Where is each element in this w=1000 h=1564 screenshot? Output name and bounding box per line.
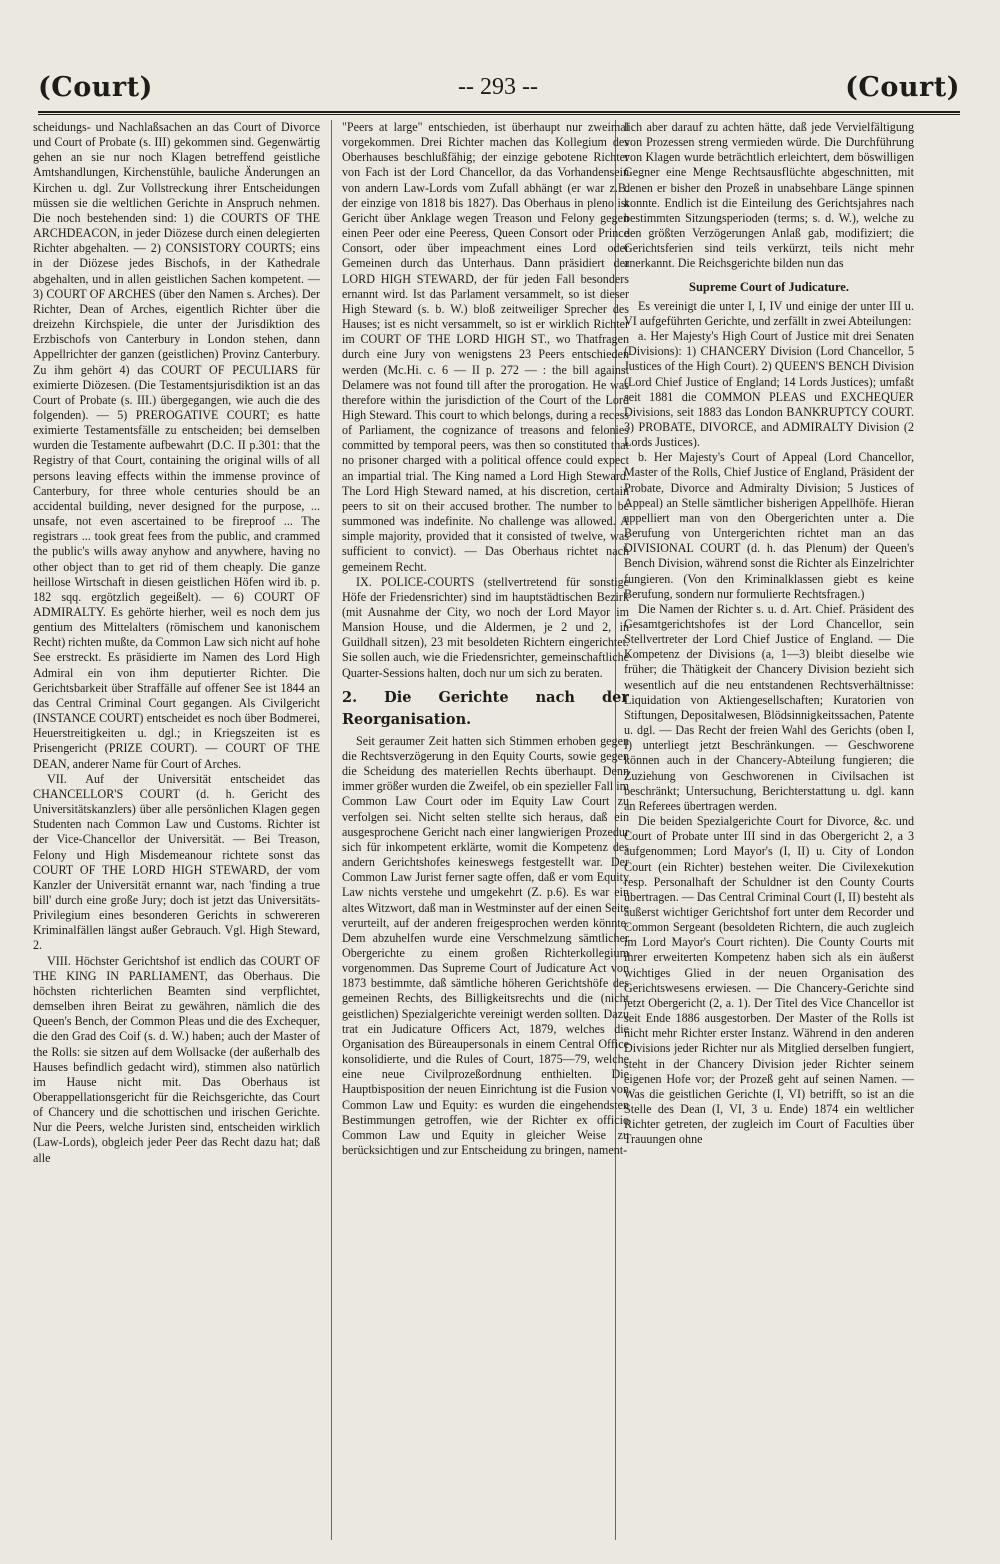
paragraph: b. Her Majesty's Court of Appeal (Lord Chancellor, Master of the Rolls, Chief Justice of England, Präsident der Probate, Divorce and Admiralty Division; 5 Justices of Appeal) an Stelle sämtlicher bisherigen Appellhöfe. Hieran appelliert man von den Obergerichten unter a. Die Berufung von Untergerichten richtet man an das DIVISIONAL COURT (d. h. das Plenum) der Queen's Bench Division, während sonst die Richter als Einzelrichter fungieren. (Von den Kriminalklassen giebt es keine Berufung, sondern nur formulierte Rechtsfragen.) [624,450,914,601]
header-right-keyword: (Court) [845,72,960,103]
header-left-keyword: (Court) [38,72,153,103]
subsection-heading: Supreme Court of Judicature. [689,279,849,294]
running-header [38,66,960,110]
paragraph: VIII. Höchster Gerichtshof ist endlich das COURT OF THE KING IN PARLIAMENT, das Oberhaus. Die höchsten richterlichen Beamten sind verpflichtet, demselben ihren Beirat zu gewähren, nämlich die des Queen's Bench, der Common Pleas und die des Exchequer, die den Grad des Coif (s. d. W.) haben; auch der Master of the Rolls: sie sitzen auf dem Wollsacke (der außerhalb des Hauses befindlich gedacht wird), stimmen also natürlich im Hause nicht mit. Das Oberhaus ist Oberappellationsgericht für die Reichsgerichte, das Court of Chancery und die schottischen und irischen Gerichte. Nur die Peers, welche Juristen sind, entscheiden wirklich (Law-Lords), obgleich jeder Peer das Recht dazu hat; daß alle [33,953,320,1165]
paragraph: lich aber darauf zu achten hätte, daß jede Vervielfältigung von Prozessen streng vermieden würde. Die Durchführung von Klagen wurde beträchtlich erleichtert, dem böswilligen Gegner eine Menge Rechtsausflüchte abgeschnitten, mit denen er bisher den Prozeß in unabsehbare Länge spinnen konnte. Endlich ist die Einteilung des Gerichtsjahres nach bestimmten Sitzungsperioden (terms; s. d. W.), welche zu den größten Verzögerungen Anlaß gab, modifiziert; die Gerichtsferien sind teils verkürzt, teils nicht mehr anerkannt. Die Reichsgerichte bilden nun das [624,120,914,271]
paragraph: Die beiden Spezialgerichte Court for Divorce, &c. und Court of Probate unter III sind in das Obergericht 2, a 3 aufgenommen; Lord Mayor's (I, II) u. City of London Court (ein Richter) bestehen weiter. Die Civilexekution resp. Personalhaft der Schuldner ist den County Courts übertragen. — Das Central Criminal Court (I, II) besteht als äußerst wichtiger Gerichtshof fort unter dem Recorder und Common Sergeant (besoldeten Richtern, die auch zugleich im Lord Mayor's Court richten). Die County Courts mit ihrer erweiterten Kompetenz haben sich als ein äußerst wichtiges Glied in der neuen Organisation des Gerichtswesens erwiesen. — Die Chancery-Gerichte sind jetzt Obergericht (2, a. 1). Der Titel des Vice Chancellor ist seit Ende 1886 ausgestorben. Der Master of the Rolls ist nicht mehr Richter erster Instanz. Während in den anderen Divisions jeder Richter nur als Mitglied derselben fungiert, steht in der Chancery Division jeder Richter seinem eigenen Hofe vor; der Prozeß geht auf seinen Namen. — Was die geistlichen Gerichte (I, VI) betrifft, so ist an die Stelle des Dean (I, VI, 3 u. Ende) 1874 ein weltlicher Richter getreten, der zugleich im Court of Faculties über Trauungen ohne [624,814,914,1147]
column-middle [342,120,629,1540]
page-number: -- 293 -- [458,74,538,100]
paragraph: scheidungs- und Nachlaßsachen an das Court of Divorce und Court of Probate (s. III) gekommen sind. Gegenwärtig gehen an sie nur noch Klagen betreffend geistliche Amtshandlungen, Kirchenstühle, bauliche Änderungen an Kirchen u. dgl. Zur Vollstreckung ihrer Entscheidungen müssen sie die weltlichen Gerichte in Anspruch nehmen. Die noch bestehenden sind: 1) die COURTS OF THE ARCHDEACON, in jeder Diözese durch einen delegierten Richter abgehalten. — 2) CONSISTORY COURTS; eins in der Diözese jedes Bischofs, in der Kathedrale abgehalten, und in allen geistlichen Sachen kompetent. — 3) COURT OF ARCHES (über den Namen s. Arches). Der Richter, Dean of Arches, eigentlich Richter über die dreizehn Kirchspiele, die unter der Jurisdiktion des Erzbischofs von Canterbury in London stehen, dann Appellrichter der ganzen (geistlichen) Provinz Canterbury. Zu ihm gehört 4) das COURT OF PECULIARS für eximierte Diözesen. (Die Testamentsjurisdiktion ist an das Court of Probate (s. III.) übergegangen, wie auch die des folgenden). — 5) PREROGATIVE COURT; es hatte eximierte Testamentsfälle zu entscheiden; bei demselben wurden die Testamente aufbewahrt (D.C. II p.301: that the Registry of that Court, containing the original wills of all persons leaving effects within the immense province of Canterbury, for three whole centuries should be an accidental building, never designed for the purpose, ... unsafe, not even ascertained to be fireproof ... The registrars ... took great fees from the public, and crammed the public's wills away anyhow and anywhere, having no other object than to get rid of them cheaply. Die ganze heillose Wirtschaft in diesen geistlichen Höfen wird ib. p. 182 sqq. ergötzlich gegeißelt). — 6) COURT OF ADMIRALTY. Es gehörte hierher, weil es noch dem jus gentium des Mittelalters (römischem und kanonischem Recht) richten mußte, da Common Law sich nicht auf hohe See erstreckt. Es präsidierte im Namen des Lord High Admiral ein von ihm deputierter Richter. Die Gerichtsbarkeit über Straffälle auf offener See ist 1844 an das Central Criminal Court gegangen. Als Civilgericht (INSTANCE COURT) entscheidet es noch über Bodmerei, Heuerstreitigkeiten u. dgl.; in Kriegszeiten ist es Prisengericht (PRIZE COURT). — COURT OF THE DEAN, anderer Name für Court of Arches. [33,120,320,771]
column-left [33,120,320,1540]
paragraph: VII. Auf der Universität entscheidet das CHANCELLOR'S COURT (d. h. Gericht des Universitätskanzlers) über alle persönlichen Klagen gegen Studenten nach Common Law und Customs. Richter ist der Vice-Chancellor der Universität. — Bei Treason, Felony und High Misdemeanour richtete sonst das COURT OF THE LORD HIGH STEWARD, der vom Kanzler der Universität ernannt war, nach 'finding a true bill' durch eine große Jury; doch ist jetzt das Universitäts-Privilegium eines besonderen Gerichts in schwereren Kriminalfällen längst außer Gebrauch. Vgl. High Steward, 2. [33,771,320,953]
column-right [624,120,914,1540]
section-heading: 2. Die Gerichte nach der Reorganisation. [342,688,629,728]
header-rule [38,111,960,115]
paragraph: Seit geraumer Zeit hatten sich Stimmen erhoben gegen die Rechtsverzögerung in den Equity Courts, sowie gegen die Scheidung des materiellen Rechts überhaupt. Denn immer größer wurden die Zweifel, ob ein spezieller Fall im Common Law Court oder im Equity Law Court zu verfolgen sei. Nicht selten stellte sich heraus, daß ein ausgesprochene Gericht nach einer langwierigen Prozedur sich für inkompetent erklärte, womit die Kompetenz des andern Gerichtshofes keineswegs festgestellt war. Der Common Law Jurist ferner sagte offen, daß er vom Equity Law nichts verstehe und umgekehrt (Z. p.6). Es war ein altes Witzwort, daß man in Westminster auf der einen Seite verurteilt, auf der anderen freigesprochen werden könnte. Dem abzuhelfen wurde eine Verschmelzung sämtlicher Obergerichte zu einem großen Richterkollegium vorgenommen. Das Supreme Court of Judicature Act von 1873 bestimmte, daß sämtliche höheren Gerichtshöfe des gemeinen Rechts, des Billigkeitsrechts und die (nicht geistlichen) Spezialgerichte vereinigt werden sollten. Dazu trat ein Judicature Officers Act, 1879, welches die Organisation des Büreaupersonals in einem Central Office konsolidierte, und die Rules of Court, 1875—79, welche eine neue Civilprozeßordnung enthielten. Die Hauptbisposition der neuen Einrichtung ist die Fusion von Common Law und Equity: es wurden die eingehendsten Bestimmungen getroffen, wie der Richter ex officio Common Law und Equity in gleicher Weise zu berücksichtigen und zur Entscheidung zu bringen, nament- [342,733,629,1157]
paragraph: "Peers at large" entschieden, ist überhaupt nur zweimal vorgekommen. Drei Richter machen das Kollegium des Oberhauses beschlußfähig; der einzige gebotene Richter von Fach ist der Lord Chancellor, da das Vorhandensein von andern Law-Lords vom Zufall abhängt (er war z.B. der einzige von 1818 bis 1827). Das Oberhaus in pleno ist Gericht über Anklage wegen Treason und Felony gegen einen Peer oder eine Peeress, Queen Consort oder Prince Consort, oder über impeachment eines Lord oder Gemeinen durch das Unterhaus. Dann präsidiert der LORD HIGH STEWARD, der für jeden Fall besonders ernannt wird. Ist das Parlament versammelt, so ist dieser High Steward (s. b. W.) bloß zeitweiliger Sprecher des Hauses; ist es nicht versammelt, so ist er wirklich Richter im COURT OF THE LORD HIGH ST., wo Thatfragen durch eine Jury von wenigstens 23 Peers entschieden werden (Mc.Hi. c. 6 — II p. 272 — : the bill against Delamere was not found till after the prorogation. He was therefore within the jurisdiction of the Court of the Lord High Steward. This court to which belongs, during a recess of Parliament, the cognizance of treasons and felonies committed by temporal peers, was then so constituted that no prisoner charged with a political offence could expect an impartial trial. The King named a Lord High Steward. The Lord High Steward named, at his discretion, certain peers to sit on their accused brother. The number to be summoned was indefinite. No challenge was allowed. A simple majority, provided that it consisted of twelve, was sufficient to convict). — Das Oberhaus richtet nach gemeinem Recht. [342,120,629,574]
paragraph: Es vereinigt die unter I, I, IV und einige der unter III u. VI aufgeführten Gerichte, und zerfällt in zwei Abteilungen: [624,298,914,328]
column-divider [331,120,332,1540]
paragraph: Die Namen der Richter s. u. d. Art. Chief. Präsident des Gesamtgerichtshofes ist der Lord Chancellor, sein Stellvertreter der Lord Chief Justice of England. — Die Kompetenz der Divisions (a, 1—3) bleibt dieselbe wie früher; die Thätigkeit der Chancery Division bezieht sich wesentlich auf die neu entstandenen Rechtsverhältnisse: Liquidation von Aktiengesellschaften; Kuratorien von Stiftungen, Depositalwesen, Blödsinnigkeitssachen, Patente u. dgl. — Das Recht der freien Wahl des Gerichts (oben I, I) unterliegt jetzt Beschränkungen. — Geschworene können auch in der Chancery-Abteilung fungieren; die Zuziehung von Geschworenen in Civilsachen ist beschränkt; Untersuchung, Berichterstattung u. dgl. kann an Referees übertragen werden. [624,601,914,813]
paragraph: IX. POLICE-COURTS (stellvertretend für sonstige Höfe der Friedensrichter) sind im hauptstädtischen Bezirk (mit Ausnahme der City, wo noch der Lord Mayor im Mansion House, und die Aldermen, je 2 und 2, in Guildhall sitzen), 23 mit besoldeten Richtern eingerichtet. Sie sollen auch, wie die Friedensrichter, gemeinschaftliche Quarter-Sessions halten, doch nur um sich zu beraten. [342,574,629,680]
paragraph: a. Her Majesty's High Court of Justice mit drei Senaten (Divisions): 1) CHANCERY Division (Lord Chancellor, 5 Justices of the High Court). 2) QUEEN'S BENCH Division (Lord Chief Justice of England; 14 Lords Justices); umfaßt seit 1881 die COMMON PLEAS und EXCHEQUER Divisions, seit 1883 das London BANKRUPTCY COURT. 3) PROBATE, DIVORCE, and ADMIRALTY Division (2 Lords Justices). [624,329,914,450]
